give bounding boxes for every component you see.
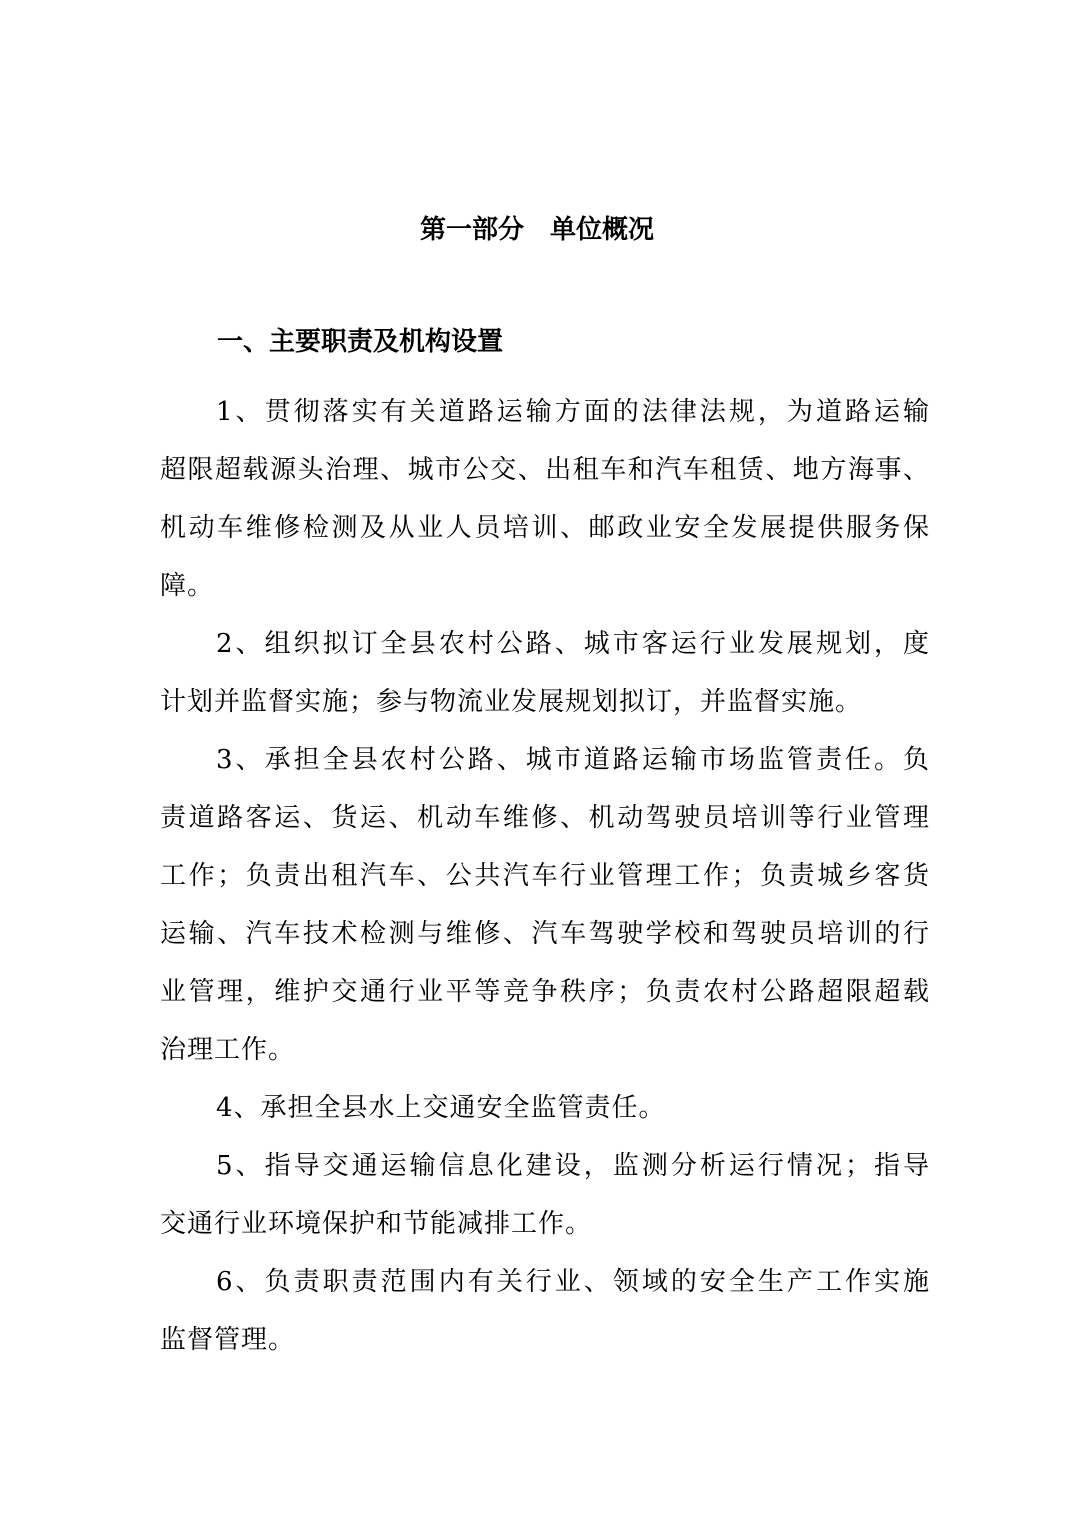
paragraph-line: 责道路客运、货运、机动车维修、机动驾驶员培训等行业管理 (160, 803, 930, 833)
paragraph-line: 3、承担全县农村公路、城市道路运输市场监管责任。负 (216, 745, 930, 775)
paragraph-line: 障。 (160, 571, 215, 601)
paragraph-line: 机动车维修检测及从业人员培训、邮政业安全发展提供服务保 (160, 513, 930, 543)
paragraph-line: 工作；负责出租汽车、公共汽车行业管理工作；负责城乡客货 (160, 861, 930, 891)
paragraph-2 (160, 615, 930, 731)
paragraph-line: 5、指导交通运输信息化建设，监测分析运行情况；指导 (216, 1151, 930, 1181)
paragraph-1 (160, 383, 930, 615)
paragraph-4 (160, 1079, 930, 1137)
paragraph-5 (160, 1137, 930, 1253)
paragraph-line: 治理工作。 (160, 1035, 296, 1065)
paragraph-line: 运输、汽车技术检测与维修、汽车驾驶学校和驾驶员培训的行 (160, 919, 930, 949)
document-body (160, 383, 930, 1369)
paragraph-line: 业管理，维护交通行业平等竞争秩序；负责农村公路超限超载 (160, 977, 930, 1007)
paragraph-line: 交通行业环境保护和节能减排工作。 (160, 1209, 593, 1239)
paragraph-line: 6、负责职责范围内有关行业、领域的安全生产工作实施 (216, 1267, 930, 1297)
paragraph-line: 超限超载源头治理、城市公交、出租车和汽车租赁、地方海事、 (160, 455, 930, 485)
paragraph-line: 计划并监督实施；参与物流业发展规划拟订，并监督实施。 (160, 687, 863, 717)
paragraph-6 (160, 1253, 930, 1369)
paragraph-line: 1、贯彻落实有关道路运输方面的法律法规，为道路运输 (216, 397, 930, 427)
section-heading: 一、主要职责及机构设置 (217, 327, 504, 357)
paragraph-line: 2、组织拟订全县农村公路、城市客运行业发展规划，度 (216, 629, 930, 659)
part-title: 第一部分 单位概况 (419, 215, 654, 245)
paragraph-line: 4、承担全县水上交通安全监管责任。 (216, 1093, 666, 1123)
paragraph-line: 监督管理。 (160, 1325, 296, 1355)
paragraph-3 (160, 731, 930, 1079)
